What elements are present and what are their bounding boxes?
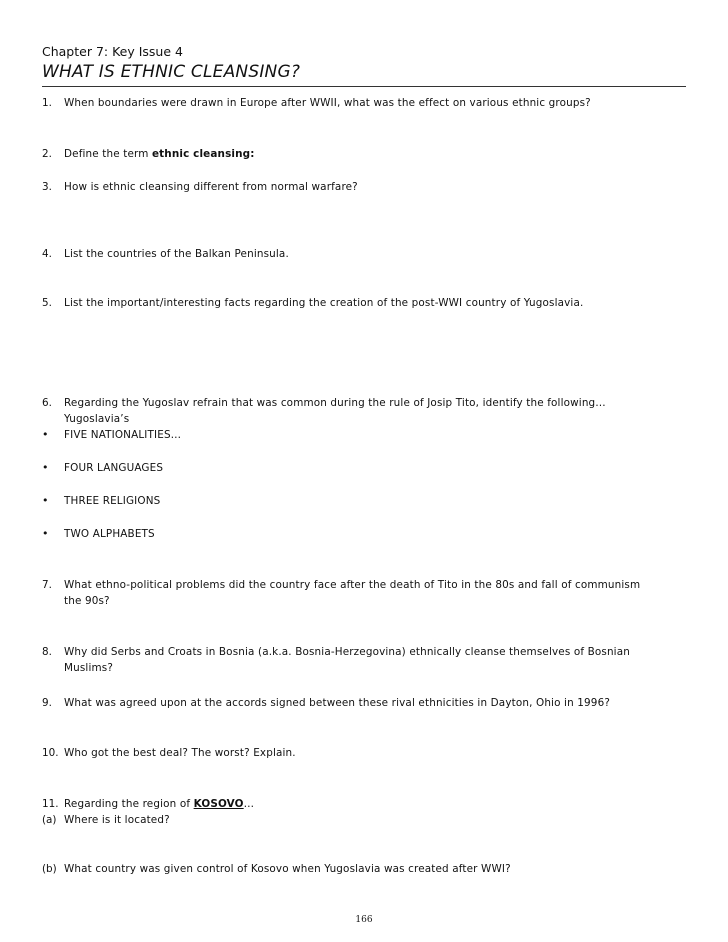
question-number: 5. (42, 297, 52, 309)
question-6: Regarding the Yugoslav refrain that was common during the rule of Josip Tito, identify the following… (64, 397, 606, 409)
question-number: 8. (42, 646, 52, 658)
question-10: Who got the best deal? The worst? Explain. (64, 747, 296, 759)
question-8-line2: Muslims? (64, 662, 113, 674)
question-11 (64, 796, 254, 812)
worksheet-title: WHAT IS ETHNIC CLEANSING? (42, 62, 301, 82)
bullet-four-languages: FOUR LANGUAGES (64, 462, 164, 474)
chapter-subtitle: Chapter 7: Key Issue 4 (42, 44, 183, 59)
question-number: 4. (42, 248, 52, 260)
question-6-line2: Yugoslavia’s (64, 413, 130, 425)
term-ethnic-cleansing: ethnic cleansing: (151, 148, 255, 160)
page-number: 166 (355, 915, 373, 925)
question-number: 2. (42, 148, 52, 160)
question-3: How is ethnic cleansing different from normal warfare? (64, 181, 358, 193)
question-number: 7. (42, 579, 52, 591)
question-2-prefix: Define the term (64, 148, 152, 160)
question-number: 9. (42, 697, 52, 709)
bullet-icon: • (42, 494, 49, 507)
question-7: What ethno-political problems did the country face after the death of Tito in the 80s and fall of communism (64, 579, 641, 591)
question-8: Why did Serbs and Croats in Bosnia (a.k.a. Bosnia-Herzegovina) ethnically cleanse themselves of Bosnian (64, 646, 630, 658)
question-number: 11. (42, 798, 59, 810)
bullet-five-nationalities: FIVE NATIONALITIES… (64, 429, 182, 441)
question-4: List the countries of the Balkan Peninsula. (64, 248, 289, 260)
question-2 (64, 146, 255, 162)
region-kosovo: KOSOVO (193, 798, 244, 810)
title-divider (42, 86, 686, 87)
question-number: 3. (42, 181, 52, 193)
question-5: List the important/interesting facts regarding the creation of the post-WWI country of Yugoslavia. (64, 297, 584, 309)
question-1: When boundaries were drawn in Europe after WWII, what was the effect on various ethnic groups? (64, 97, 591, 109)
bullet-two-alphabets: TWO ALPHABETS (64, 528, 155, 540)
question-7-line2: the 90s? (64, 595, 110, 607)
bullet-icon: • (42, 461, 49, 474)
question-number: 1. (42, 97, 52, 109)
question-11-prefix: Regarding the region of (64, 798, 194, 810)
bullet-icon: • (42, 527, 49, 540)
question-11-suffix: … (243, 798, 255, 810)
bullet-three-religions: THREE RELIGIONS (64, 495, 161, 507)
question-letter: (b) (42, 863, 57, 875)
question-11b: What country was given control of Kosovo when Yugoslavia was created after WWI? (64, 863, 511, 875)
question-number: 10. (42, 747, 59, 759)
question-11a: Where is it located? (64, 814, 170, 826)
question-9: What was agreed upon at the accords signed between these rival ethnicities in Dayton, Ohio in 1996? (64, 697, 610, 709)
question-number: 6. (42, 397, 52, 409)
question-letter: (a) (42, 814, 57, 826)
bullet-icon: • (42, 428, 49, 441)
